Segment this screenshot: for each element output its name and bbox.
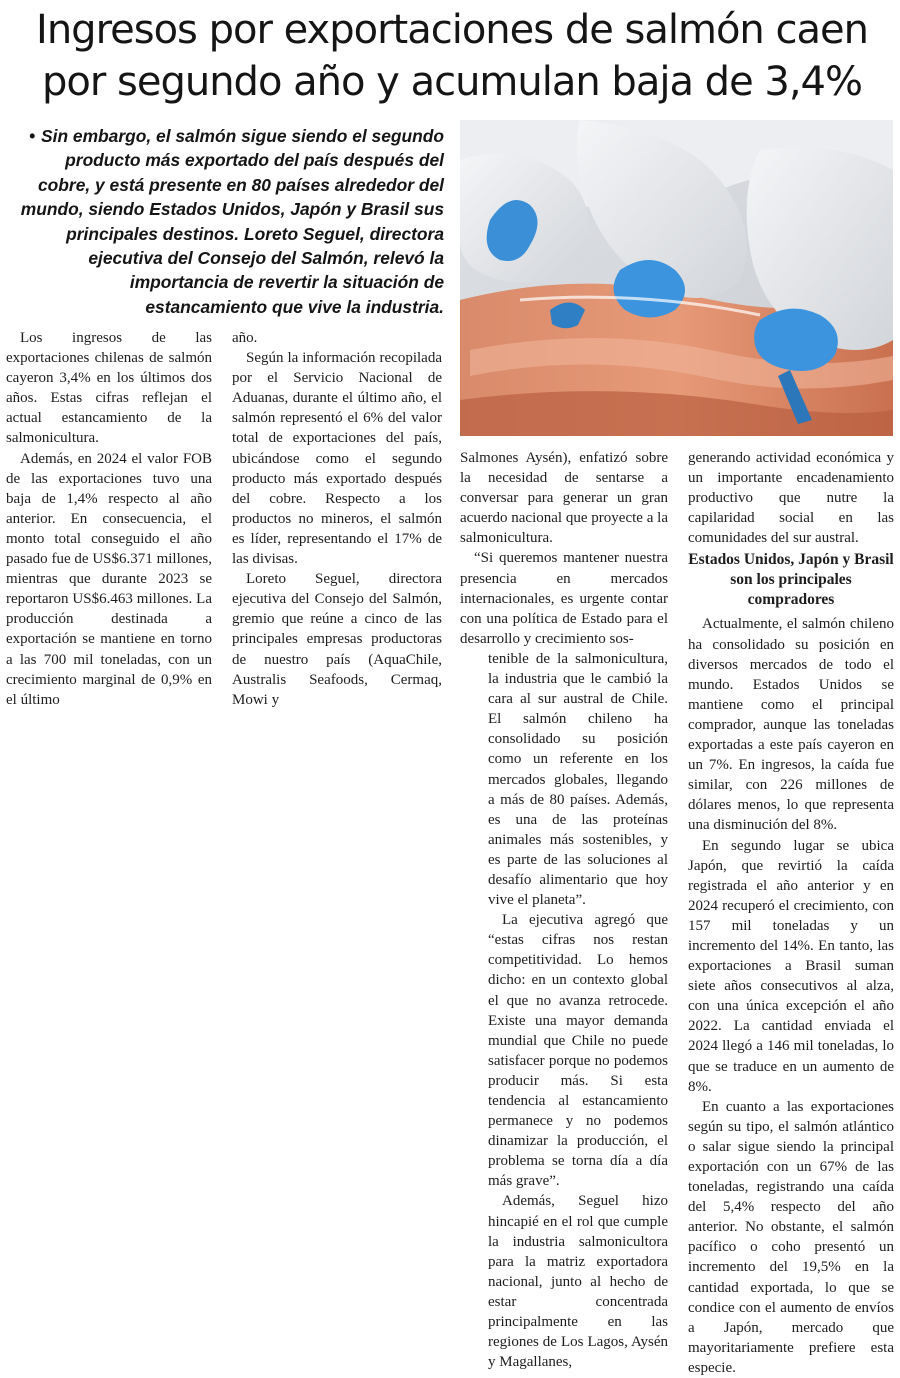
paragraph: generando actividad económica y un importante encadenamiento productivo que nutre la capilaridad social en las comunidades del sur austral. <box>688 450 894 547</box>
article-photo <box>460 120 893 436</box>
column-2 <box>232 328 442 710</box>
column-1 <box>6 328 212 710</box>
paragraph: En segundo lugar se ubica Japón, que revirtió la caída registrada el año anterior y en 2024 recuperó el crecimiento, con 157 mil toneladas y un incremento del 14%. En tanto, las exportaciones a Brasil suman siete años consecutivos al alza, con una única excepción el año 2022. La cantidad enviada el 2024 llegó a 146 mil toneladas, lo que se traduce en un aumento de 8%. <box>688 837 894 1095</box>
headline: Ingresos por exportaciones de salmón caen por segundo año y acumulan baja de 3,4% <box>36 7 868 105</box>
paragraph: Salmones Aysén), enfatizó sobre la necesidad de sentarse a conversar para generar un gran acuerdo nacional que proyecte a la salmonicultura. <box>460 450 668 547</box>
column-4 <box>688 448 894 1378</box>
paragraph: Los ingresos de las exportaciones chilenas de salmón cayeron 3,4% en los últimos dos años. Estas cifras reflejan el actual estancamiento de la salmonicultura. <box>6 330 212 447</box>
section-subhead: Estados Unidos, Japón y Brasil son los principales compradores <box>688 551 894 609</box>
paragraph: Actualmente, el salmón chileno ha consolidado su posición en diversos mercados de todo el mundo. Estados Unidos se mantiene como el principal comprador, aunque las toneladas exportadas a este país cayeron en un 7%. En ingresos, la caída fue similar, con 226 millones de dólares menos, lo que representa una disminución del 8%. <box>688 616 894 834</box>
paragraph: En cuanto a las exportaciones según su tipo, el salmón atlántico o salar sigue siendo la principal exportación con un 67% de las toneladas, registrando una caída del 5,4% respecto del año anterior. No obstante, el salmón pacífico o coho presentó un incremento del 19,5% en la cantidad exportada, lo que se condice con el aumento de envíos a Japón, mercado que mayoritariamente prefiere esta especie. <box>688 1098 894 1376</box>
paragraph: Además, Seguel hizo hincapié en el rol que cumple la industria salmonicultora para la matriz exportadora nacional, junto al hecho de estar concentrada principalmente en las regiones de Los Lagos, Aysén y Magallanes, <box>488 1193 668 1371</box>
bullet-marker: • <box>28 126 36 146</box>
lead-text: Sin embargo, el salmón sigue siendo el segundo producto más exportado del país después del cobre, y está presente en 80 países alrededor del mundo, siendo Estados Unidos, Japón y Brasil sus principales destinos. Loreto Seguel, directora ejecutiva del Consejo del Salmón, relevó la importancia de revertir la situación de estancamiento que vive la industria. <box>20 126 444 317</box>
quote-paragraph: tenible de la salmonicultura, la industria que le cambió la cara al sur austral de Chile. El salmón chileno ha consolidado su posición como un referente en los mercados globales, llegando a más de 80 países. Además, es una de las proteínas animales más sostenibles, y es parte de las soluciones al desafío alimentario que hoy vive el planeta”. <box>488 650 668 909</box>
paragraph: Según la información recopilada por el Servicio Nacional de Aduanas, durante el último año, el salmón representó el 6% del valor total de exportaciones del país, ubicándose como el segundo producto más exportado después del cobre. Respecto a los productos no mineros, el salmón es líder, representando el 17% de las divisas. <box>232 350 442 568</box>
paragraph: Además, en 2024 el valor FOB de las exportaciones tuvo una baja de 1,4% respecto al año anterior. En consecuencia, el monto total conseguido el año pasado fue de US$6.371 millones, mientras que durante 2023 se reportaron US$6.463 millones. La producción destinada a exportación se mantiene en torno a las 700 mil toneladas, con un crecimiento marginal de 0,9% en el último <box>6 450 212 708</box>
salmon-processing-photo <box>460 120 893 436</box>
quote-paragraph: “Si queremos mantener nuestra presencia en mercados internacionales, es urgente contar con una política de Estado para el desarrollo y crecimiento sos- <box>460 550 668 647</box>
quote-paragraph: La ejecutiva agregó que “estas cifras nos restan competitividad. Lo hemos dicho: en un contexto global el que no avanza retrocede. Existe una mayor demanda mundial que Chile no puede satisfacer porque no podemos producir más. Si esta tendencia al estancamiento permanece y no podemos dinamizar la producción, el problema se torna día a día más grave”. <box>488 912 668 1190</box>
column-3 <box>460 448 668 1372</box>
paragraph: Loreto Seguel, directora ejecutiva del Consejo del Salmón, gremio que reúne a cinco de las principales empresas productoras de nuestro país (AquaChile, Australis Seafoods, Cermaq, Mowi y <box>232 571 442 708</box>
paragraph: año. <box>232 330 258 346</box>
lead-summary <box>14 124 444 319</box>
